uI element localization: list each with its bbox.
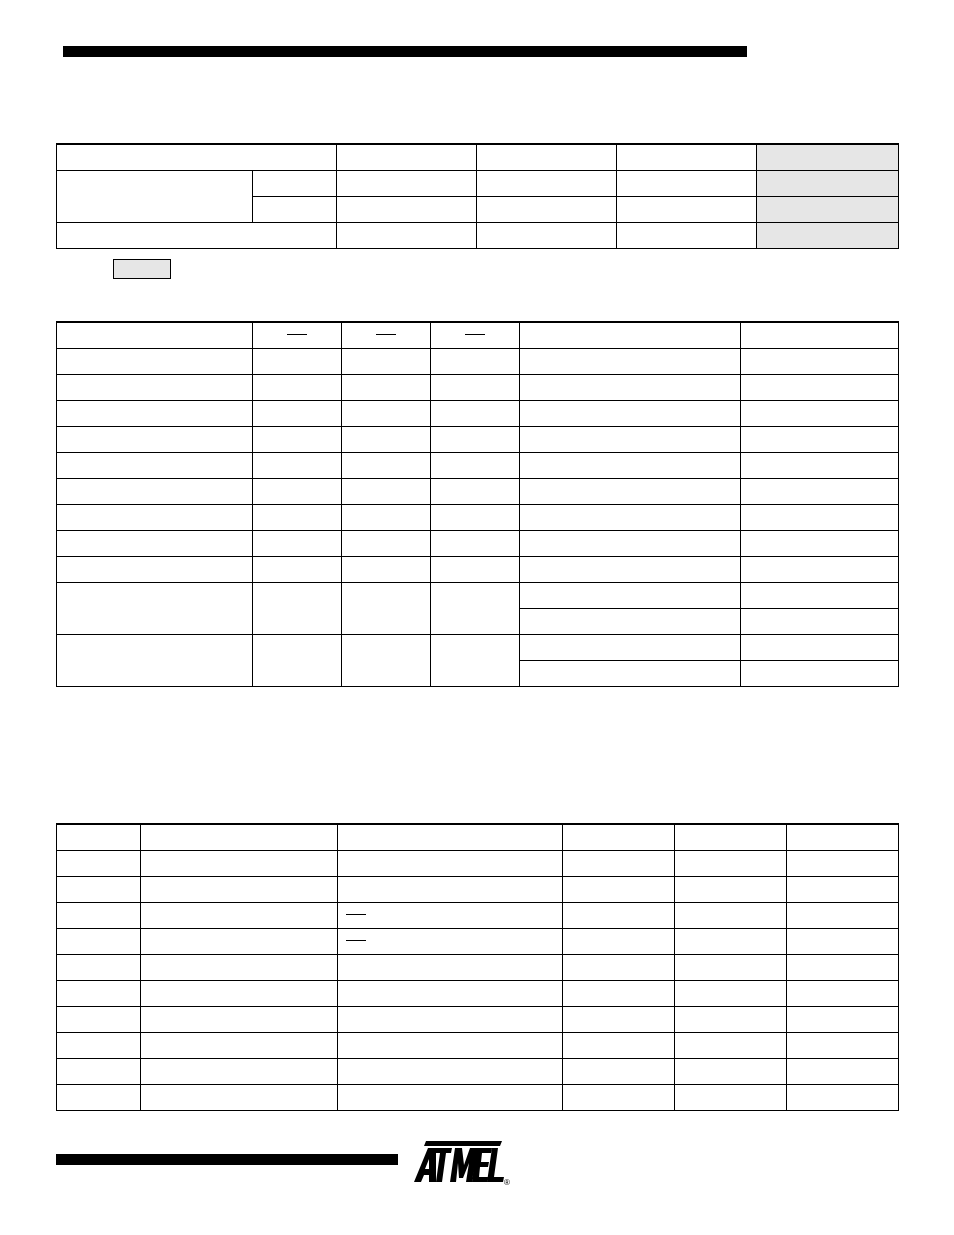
table-cell — [57, 1032, 141, 1058]
table-cell-shaded — [757, 196, 899, 222]
table-cell — [57, 1084, 141, 1110]
table-cell — [141, 954, 338, 980]
table-cell — [617, 144, 757, 170]
table-cell — [520, 504, 741, 530]
table-cell — [253, 400, 342, 426]
table-cell — [520, 452, 741, 478]
table-cell — [741, 530, 899, 556]
table-cell — [342, 426, 431, 452]
table-row — [57, 954, 899, 980]
table-cell — [431, 452, 520, 478]
table-cell — [520, 478, 741, 504]
table-cell-shaded — [757, 170, 899, 196]
table-cell — [57, 582, 253, 634]
table-cell — [520, 322, 741, 348]
table-row — [57, 144, 899, 170]
table-row — [57, 374, 899, 400]
table-cell — [57, 928, 141, 954]
table-cell — [141, 876, 338, 902]
table-cell — [617, 170, 757, 196]
overbar-mark — [465, 334, 485, 335]
table-cell — [741, 582, 899, 608]
table-cell — [520, 374, 741, 400]
table-cell — [337, 144, 477, 170]
table-row — [57, 876, 899, 902]
table-row — [57, 980, 899, 1006]
table-1 — [56, 143, 899, 249]
table-row — [57, 504, 899, 530]
overbar-mark — [376, 334, 396, 335]
table-cell — [431, 582, 520, 634]
table-cell — [57, 426, 253, 452]
table-cell — [57, 170, 253, 222]
table-cell — [141, 850, 338, 876]
table-cell — [477, 170, 617, 196]
table-cell — [57, 452, 253, 478]
table-cell — [141, 1084, 338, 1110]
table-cell — [675, 980, 787, 1006]
table-cell — [338, 850, 563, 876]
table-cell — [787, 980, 899, 1006]
table-cell — [675, 954, 787, 980]
table-cell — [563, 1032, 675, 1058]
table-cell — [338, 928, 563, 954]
table-cell — [342, 556, 431, 582]
table-row — [57, 1084, 899, 1110]
table-row — [57, 530, 899, 556]
table-cell — [57, 530, 253, 556]
table-cell — [338, 1084, 563, 1110]
table-cell — [253, 348, 342, 374]
table-cell — [741, 478, 899, 504]
table-row — [57, 634, 899, 660]
table-cell — [563, 928, 675, 954]
table-row — [57, 170, 899, 196]
table-cell — [253, 426, 342, 452]
table-cell — [741, 322, 899, 348]
table-cell — [520, 608, 741, 634]
table-cell-shaded — [757, 222, 899, 248]
shading-legend-swatch — [113, 259, 171, 279]
table-cell — [477, 144, 617, 170]
table-cell — [520, 400, 741, 426]
table-cell — [741, 556, 899, 582]
footer-rule — [56, 1154, 398, 1165]
table-cell — [57, 504, 253, 530]
table-row — [57, 426, 899, 452]
table-row — [57, 850, 899, 876]
table-cell — [520, 634, 741, 660]
table-cell — [787, 876, 899, 902]
table-cell — [141, 824, 338, 850]
table-cell — [342, 478, 431, 504]
table-cell — [57, 144, 337, 170]
table-cell — [431, 374, 520, 400]
table-cell — [338, 980, 563, 1006]
table-cell — [787, 902, 899, 928]
table-cell — [787, 928, 899, 954]
table-cell — [520, 530, 741, 556]
table-cell — [253, 556, 342, 582]
table-cell — [141, 902, 338, 928]
table-cell — [57, 824, 141, 850]
table-cell — [57, 876, 141, 902]
table-cell — [253, 478, 342, 504]
table-cell — [431, 478, 520, 504]
table-cell — [563, 1084, 675, 1110]
table-cell — [253, 196, 337, 222]
table-cell — [338, 1058, 563, 1084]
table-cell — [741, 452, 899, 478]
table-cell — [520, 556, 741, 582]
table-cell — [57, 322, 253, 348]
table-cell — [741, 348, 899, 374]
table-cell — [741, 374, 899, 400]
overbar-mark — [287, 334, 307, 335]
table-cell — [563, 1058, 675, 1084]
table-cell — [563, 824, 675, 850]
table-cell — [253, 504, 342, 530]
table-cell — [141, 928, 338, 954]
table-cell — [57, 980, 141, 1006]
table-cell — [253, 322, 342, 348]
table-cell — [141, 1032, 338, 1058]
table-cell — [57, 348, 253, 374]
table-cell — [563, 850, 675, 876]
table-cell — [431, 400, 520, 426]
table-cell — [675, 928, 787, 954]
table-cell — [57, 400, 253, 426]
table-cell — [431, 504, 520, 530]
table-cell — [253, 582, 342, 634]
table-cell — [342, 634, 431, 686]
table-cell — [787, 1032, 899, 1058]
table-cell — [141, 1058, 338, 1084]
table-cell — [520, 348, 741, 374]
table-cell — [337, 170, 477, 196]
table-cell — [787, 1058, 899, 1084]
table-cell — [342, 530, 431, 556]
table-cell — [338, 902, 563, 928]
table-cell — [253, 530, 342, 556]
registered-mark: ® — [504, 1178, 510, 1187]
table-cell — [787, 1084, 899, 1110]
table-cell — [342, 400, 431, 426]
table-row — [57, 400, 899, 426]
table-cell — [787, 850, 899, 876]
table-cell — [141, 1006, 338, 1032]
table-row — [57, 928, 899, 954]
table-cell — [787, 1006, 899, 1032]
table-cell — [675, 850, 787, 876]
table-cell — [342, 348, 431, 374]
table-cell — [431, 634, 520, 686]
table-row — [57, 452, 899, 478]
table-cell — [675, 1032, 787, 1058]
table-cell — [741, 426, 899, 452]
table-cell — [431, 348, 520, 374]
table-cell — [477, 222, 617, 248]
table-cell — [675, 1006, 787, 1032]
table-cell — [787, 954, 899, 980]
table-cell — [431, 556, 520, 582]
table-row — [57, 902, 899, 928]
table-cell — [253, 374, 342, 400]
table-cell — [57, 1006, 141, 1032]
table-cell — [57, 850, 141, 876]
table-cell — [431, 322, 520, 348]
table-cell — [741, 634, 899, 660]
table-cell — [253, 634, 342, 686]
table-row — [57, 1032, 899, 1058]
overbar-mark — [346, 914, 366, 915]
table-cell — [617, 222, 757, 248]
table-cell — [563, 980, 675, 1006]
table-cell — [431, 530, 520, 556]
header-rule — [63, 46, 747, 57]
table-cell — [675, 876, 787, 902]
table-row — [57, 824, 899, 850]
table-cell — [57, 1058, 141, 1084]
table-cell — [57, 374, 253, 400]
table-row — [57, 1058, 899, 1084]
table-cell — [617, 196, 757, 222]
table-cell — [520, 426, 741, 452]
table-cell — [57, 634, 253, 686]
table-cell — [342, 582, 431, 634]
table-cell — [57, 478, 253, 504]
table-row — [57, 556, 899, 582]
table-cell — [338, 876, 563, 902]
atmel-logo-icon — [412, 1137, 512, 1187]
table-row — [57, 322, 899, 348]
table-cell — [342, 504, 431, 530]
table-3 — [56, 823, 899, 1111]
table-cell — [741, 504, 899, 530]
table-cell — [675, 902, 787, 928]
table-cell — [741, 660, 899, 686]
table-cell — [57, 954, 141, 980]
table-cell — [338, 954, 563, 980]
table-cell — [253, 452, 342, 478]
table-cell — [337, 196, 477, 222]
table-cell — [57, 556, 253, 582]
table-cell-shaded — [757, 144, 899, 170]
table-cell — [253, 170, 337, 196]
table-cell — [338, 824, 563, 850]
table-row — [57, 1006, 899, 1032]
table-cell — [563, 954, 675, 980]
table-cell — [520, 660, 741, 686]
table-cell — [57, 222, 337, 248]
table-row — [57, 478, 899, 504]
table-cell — [741, 608, 899, 634]
table-cell — [563, 1006, 675, 1032]
table-cell — [675, 1058, 787, 1084]
overbar-mark — [346, 940, 366, 941]
table-2 — [56, 321, 899, 687]
table-cell — [342, 452, 431, 478]
table-cell — [337, 222, 477, 248]
table-cell — [141, 980, 338, 1006]
table-cell — [675, 1084, 787, 1110]
table-cell — [57, 902, 141, 928]
table-cell — [520, 582, 741, 608]
table-cell — [342, 322, 431, 348]
table-row — [57, 582, 899, 608]
table-cell — [338, 1032, 563, 1058]
table-cell — [431, 426, 520, 452]
table-cell — [477, 196, 617, 222]
table-row — [57, 348, 899, 374]
table-cell — [342, 374, 431, 400]
table-row — [57, 222, 899, 248]
table-cell — [741, 400, 899, 426]
table-cell — [338, 1006, 563, 1032]
table-cell — [563, 876, 675, 902]
table-cell — [675, 824, 787, 850]
table-cell — [787, 824, 899, 850]
table-cell — [563, 902, 675, 928]
